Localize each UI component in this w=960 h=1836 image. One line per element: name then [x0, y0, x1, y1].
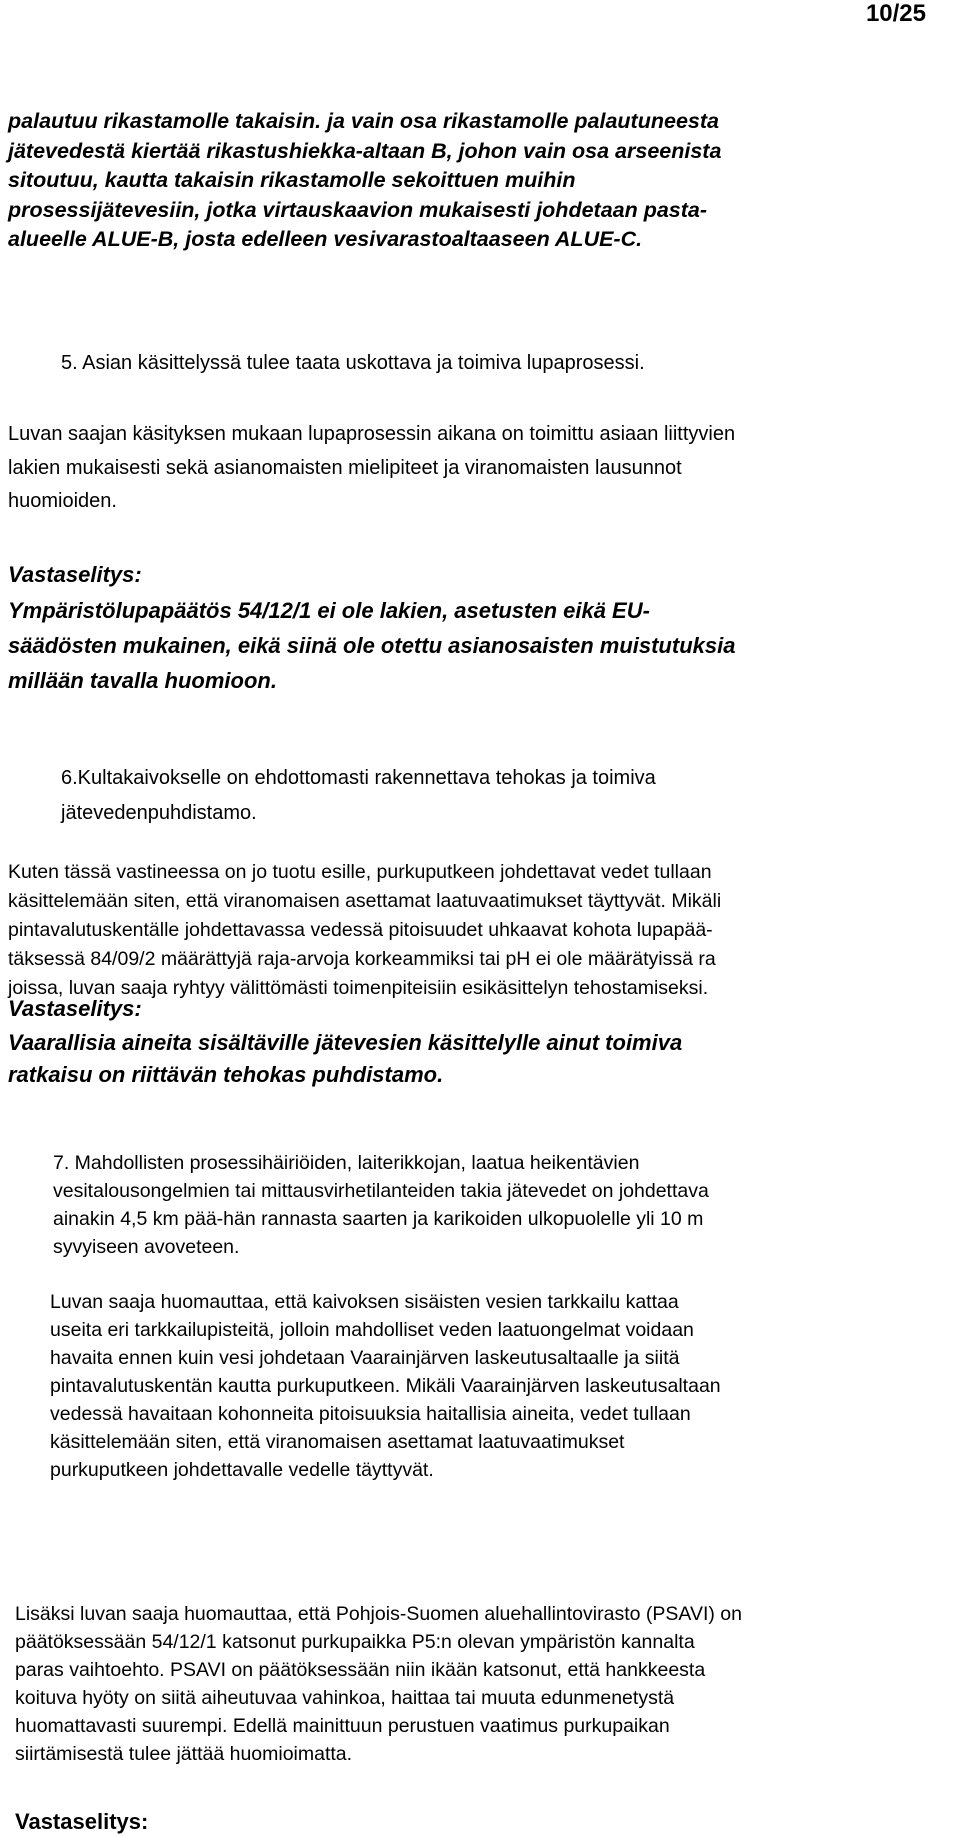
section-5-rebuttal-label: Vastaselitys:: [8, 562, 142, 587]
section-6-title: 6.Kultakaivokselle on ehdottomasti rakennettava tehokas ja toimiva jätevedenpuhdistamo.: [61, 767, 656, 824]
section-5-rebuttal-text: Ympäristölupapäätös 54/12/1 ei ole lakien, asetusten eikä EU- säädösten mukainen, eikä siinä ole otettu asianosaisten muistutuksia millään tavalla huomioon.: [8, 598, 736, 693]
section-7-title: 7. Mahdollisten prosessihäiriöiden, laiterikkojan, laatua heikentävien vesitalousongelmien tai mittausvirhetilanteiden takia jätevedet on johdettava ainakin 4,5 km pää-hän rannasta saarten ja karikoiden ulkopuolelle yli 10 m syvyiseen avoveteen.: [53, 1152, 709, 1258]
section-5-title: 5. Asian käsittelyssä tulee taata uskottava ja toimiva lupaprosessi.: [61, 352, 645, 374]
section-7-additional: Lisäksi luvan saaja huomauttaa, että Pohjois-Suomen aluehallintovirasto (PSAVI) on päätöksessään 54/12/1 katsonut purkupaikka P5:n olevan ympäristön kannalta paras vaihtoehto. PSAVI on päätöksessään niin ikään katsonut, että hankkeesta koituva hyöty on siitä aiheutuvaa vahinkoa, haittaa tai muuta edunmenetystä huomattavasti suurempi. Edellä mainittuun perustuen vaatimus purkupaikan siirtämisestä tulee jättää huomioimatta.: [15, 1603, 742, 1765]
section-7-body: Luvan saaja huomauttaa, että kaivoksen sisäisten vesien tarkkailu kattaa useita eri tarkkailupisteitä, jolloin mahdolliset veden laatuongelmat voidaan havaita ennen kuin vesi johdetaan Vaarainjärven laskeutusaltaalle ja siitä pintavalutuskentän kautta purkuputkeen. Mikäli Vaarainjärven laskeutusaltaan vedessä havaitaan kohonneita pitoisuuksia haitallisia aineita, vedet tullaan käsittelemään siten, että viranomaisen asettamat laatuvaatimukset purkuputkeen johdettavalle vedelle täyttyvät.: [50, 1291, 721, 1481]
page-number: 10/25: [865, 0, 926, 27]
intro-paragraph: palautuu rikastamolle takaisin. ja vain osa rikastamolle palautuneesta jätevedestä kiertää rikastushiekka-altaan B, johon vain osa arseenista sitoutuu, kautta takaisin rikastamolle sekoittuen muihin prosessijätevesiin, jotka virtauskaavion mukaisesti johdetaan pasta- alueelle ALUE-B, josta edelleen vesivarastoaltaaseen ALUE-C.: [8, 109, 722, 251]
section-7-rebuttal-label: Vastaselitys:: [15, 1809, 149, 1834]
section-6-body: Kuten tässä vastineessa on jo tuotu esille, purkuputkeen johdettavat vedet tullaan käsittelemään siten, että viranomaisen asettamat laatuvaatimukset täyttyvät. Mikäli pintavalutuskentälle johdettavassa vedessä pitoisuudet uhkaavat kohota lupapää- täksessä 84/09/2 määrättyjä raja-arvoja korkeammiksi tai pH ei ole määrätyissä ra joissa, luvan saaja ryhtyy välittömästi toimenpiteisiin esikäsittelyn tehostamiseksi.: [8, 861, 722, 999]
section-6-rebuttal-label: Vastaselitys:: [8, 996, 142, 1021]
section-5-body: Luvan saajan käsityksen mukaan lupaprosessin aikana on toimittu asiaan liittyvien lakien mukaisesti sekä asianomaisten mielipiteet ja viranomaisten lausunnot huomioiden.: [8, 423, 736, 512]
section-6-rebuttal-text: Vaarallisia aineita sisältäville jätevesien käsittelylle ainut toimiva ratkaisu on riittävän tehokas puhdistamo.: [8, 1030, 683, 1087]
